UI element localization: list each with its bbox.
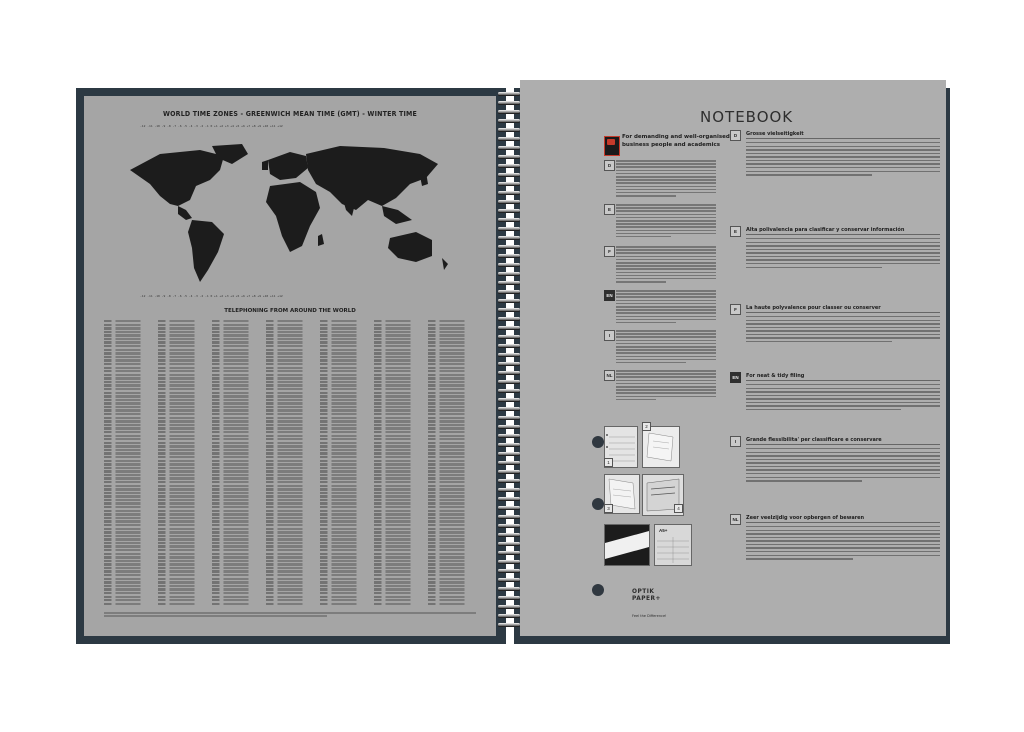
map-title: WORLD TIME ZONES - GREENWICH MEAN TIME (GMT) - WINTER TIME bbox=[162, 110, 418, 118]
spiral-ring bbox=[498, 371, 520, 374]
spiral-ring bbox=[498, 200, 520, 203]
spiral-ring bbox=[498, 362, 520, 365]
spiral-ring bbox=[498, 434, 520, 437]
spiral-ring bbox=[498, 443, 520, 446]
south-america-shape bbox=[188, 220, 224, 282]
dialing-code-column bbox=[428, 320, 480, 610]
spiral-ring bbox=[498, 92, 520, 95]
intro bbox=[622, 134, 730, 149]
text-block-nl bbox=[616, 370, 716, 402]
spiral-ring bbox=[498, 524, 520, 527]
lang-badge-e: E bbox=[604, 204, 615, 215]
spiral-ring bbox=[498, 110, 520, 113]
lang-badge-i: I bbox=[604, 330, 615, 341]
spiral-ring bbox=[498, 164, 520, 167]
spiral-ring bbox=[498, 308, 520, 311]
lang-badge-d: D bbox=[604, 160, 615, 171]
australia-shape bbox=[388, 232, 432, 262]
spiral-ring bbox=[498, 578, 520, 581]
dialing-code-column bbox=[158, 320, 210, 610]
text-block-d bbox=[616, 160, 716, 198]
optik-paper-text: OPTIK PAPER+ bbox=[632, 587, 661, 602]
spiral-ring bbox=[498, 326, 520, 329]
world-time-page bbox=[84, 96, 496, 636]
punch-hole bbox=[592, 498, 604, 510]
dialing-code-column bbox=[320, 320, 372, 610]
section-nl bbox=[732, 514, 940, 562]
spiral-ring bbox=[498, 533, 520, 536]
spiral-ring bbox=[498, 281, 520, 284]
dialing-code-column bbox=[374, 320, 426, 610]
spiral-ring bbox=[498, 173, 520, 176]
spiral-ring bbox=[498, 191, 520, 194]
text-block-i bbox=[616, 330, 716, 365]
spiral-binding bbox=[496, 92, 522, 640]
section-d bbox=[733, 130, 940, 178]
section-badge: NL bbox=[730, 514, 741, 525]
thumbnail-paper-formats bbox=[654, 524, 692, 566]
spiral-ring bbox=[498, 209, 520, 212]
spiral-ring bbox=[498, 254, 520, 257]
intro-text: For demanding and well-organised business people and academics bbox=[622, 134, 730, 148]
spiral-ring bbox=[498, 497, 520, 500]
spiral-ring bbox=[498, 380, 520, 383]
spiral-ring bbox=[498, 155, 520, 158]
spiral-ring bbox=[498, 182, 520, 185]
central-america-shape bbox=[178, 206, 192, 220]
thumbnail-number: 2 bbox=[642, 422, 651, 431]
thumbnail-number: 1 bbox=[604, 458, 613, 467]
spiral-ring bbox=[498, 227, 520, 230]
section-badge: E bbox=[730, 226, 741, 237]
notebook-info-page bbox=[520, 80, 946, 636]
section-title: Alta polivalencia para clasificar y conservar información bbox=[746, 226, 940, 235]
africa-shape bbox=[266, 182, 320, 252]
spiral-ring bbox=[498, 218, 520, 221]
spiral-ring bbox=[498, 623, 520, 626]
spiral-ring bbox=[498, 344, 520, 347]
thumbnail-black-cover bbox=[604, 524, 650, 566]
optik-tagline: Feel the Difference! bbox=[632, 614, 667, 618]
section-badge: I bbox=[730, 436, 741, 447]
new-zealand-shape bbox=[442, 258, 448, 270]
spiral-ring bbox=[498, 560, 520, 563]
thumbnail-number: 4 bbox=[674, 504, 683, 513]
text-block-en bbox=[616, 290, 716, 325]
format-label: A5+ bbox=[659, 528, 668, 533]
timezone-scale-bottom: -12 -11 -10 -9 -8 -7 -6 -5 -4 -3 -2 -1 0 +1 +2 +3 +4 +5 +6 +7 +8 +9 +10 +11 +12 bbox=[140, 294, 283, 298]
section-f bbox=[734, 304, 940, 345]
spiral-ring bbox=[498, 416, 520, 419]
spiral-ring bbox=[498, 263, 520, 266]
telephoning-title: TELEPHONING FROM AROUND THE WORLD bbox=[224, 308, 356, 314]
spiral-ring bbox=[498, 614, 520, 617]
punch-hole bbox=[592, 436, 604, 448]
spiral-ring bbox=[498, 596, 520, 599]
lang-badge-f: F bbox=[604, 246, 615, 257]
dialing-code-column bbox=[266, 320, 318, 610]
europe-shape bbox=[268, 152, 308, 180]
section-title: For neat & tidy filing bbox=[746, 372, 940, 381]
spiral-ring bbox=[498, 398, 520, 401]
spiral-ring bbox=[498, 515, 520, 518]
section-badge: D bbox=[730, 130, 741, 141]
spiral-ring bbox=[498, 335, 520, 338]
spiral-ring bbox=[498, 407, 520, 410]
text-block-f bbox=[616, 246, 716, 284]
spiral-ring bbox=[498, 299, 520, 302]
timezone-scale-top: -12 -11 -10 -9 -8 -7 -6 -5 -4 -3 -2 -1 0 +1 +2 +3 +4 +5 +6 +7 +8 +9 +10 +11 +12 bbox=[140, 124, 283, 128]
thumbnail-pocket-insert bbox=[642, 426, 680, 468]
spiral-ring bbox=[498, 542, 520, 545]
section-title: Zeer veelzijdig voor opbergen of bewaren bbox=[746, 514, 940, 523]
dialing-code-column bbox=[104, 320, 156, 610]
spiral-ring bbox=[498, 488, 520, 491]
notebook-logo: NOTEBOOK bbox=[700, 108, 794, 126]
spiral-ring bbox=[498, 569, 520, 572]
section-badge: F bbox=[730, 304, 741, 315]
section-en bbox=[732, 372, 940, 413]
footnote bbox=[104, 612, 476, 620]
spiral-ring bbox=[498, 470, 520, 473]
spiral-ring bbox=[498, 479, 520, 482]
section-i bbox=[734, 436, 940, 484]
north-america-shape bbox=[130, 150, 224, 206]
spiral-ring bbox=[498, 551, 520, 554]
spiral-ring bbox=[498, 245, 520, 248]
section-badge: EN bbox=[730, 372, 741, 383]
spiral-ring bbox=[498, 452, 520, 455]
optik-paper-logo bbox=[632, 588, 661, 602]
spiral-ring bbox=[498, 587, 520, 590]
spiral-ring bbox=[498, 119, 520, 122]
spiral-ring bbox=[498, 389, 520, 392]
world-map bbox=[120, 140, 460, 290]
spiral-ring bbox=[498, 605, 520, 608]
dialing-code-table bbox=[104, 320, 478, 610]
section-e bbox=[733, 226, 940, 270]
lang-badge-nl: NL bbox=[604, 370, 615, 381]
spiral-ring bbox=[498, 137, 520, 140]
spiral-ring bbox=[498, 101, 520, 104]
spiral-ring bbox=[498, 353, 520, 356]
spiral-ring bbox=[498, 290, 520, 293]
lang-badge-en: EN bbox=[604, 290, 615, 301]
text-block-e bbox=[616, 204, 716, 239]
punch-hole bbox=[592, 584, 604, 596]
section-title: La haute polyvalence pour classer ou conserver bbox=[746, 304, 940, 313]
southeast-asia-shape bbox=[382, 206, 412, 224]
spiral-ring bbox=[498, 236, 520, 239]
section-title: Grande flessibilita' per classificare e conservare bbox=[746, 436, 940, 445]
dialing-code-column bbox=[212, 320, 264, 610]
spiral-ring bbox=[498, 317, 520, 320]
spiral-ring bbox=[498, 461, 520, 464]
spiral-ring bbox=[498, 128, 520, 131]
thumbnail-number: 3 bbox=[604, 504, 613, 513]
spiral-ring bbox=[498, 506, 520, 509]
spiral-ring bbox=[498, 146, 520, 149]
asia-shape bbox=[306, 146, 438, 210]
section-title: Grosse vielseitigkeit bbox=[746, 130, 940, 139]
spiral-ring bbox=[498, 425, 520, 428]
brand-badge bbox=[604, 136, 620, 156]
spiral-ring bbox=[498, 272, 520, 275]
madagascar-shape bbox=[318, 234, 324, 246]
uk-shape bbox=[262, 160, 268, 170]
